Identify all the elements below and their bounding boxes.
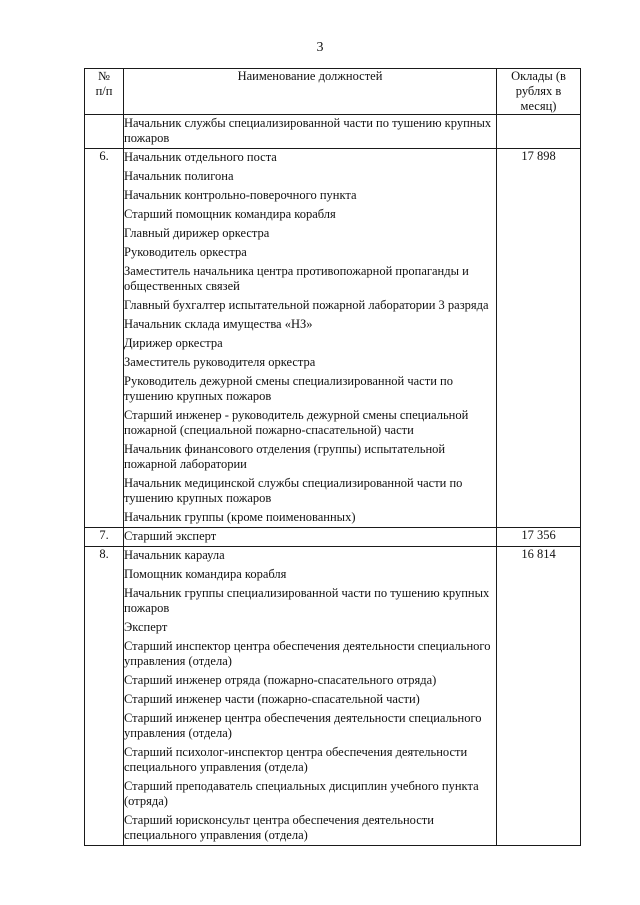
row-salary (497, 115, 581, 149)
position-item: Руководитель оркестра (124, 245, 247, 259)
position-list (124, 149, 497, 528)
position-item: Начальник полигона (124, 169, 234, 183)
page-number: 3 (316, 40, 324, 55)
position-item: Заместитель руководителя оркестра (124, 355, 316, 369)
header-position-name (124, 69, 497, 115)
position-item: Старший эксперт (124, 529, 217, 543)
position-item: Главный бухгалтер испытательной пожарной лаборатории 3 разряда (124, 298, 489, 312)
position-item: Дирижер оркестра (124, 336, 223, 350)
position-item: Начальник службы специализированной части по тушению крупных пожаров (124, 116, 492, 145)
position-item: Начальник отдельного поста (124, 150, 277, 164)
position-item: Старший психолог-инспектор центра обеспечения деятельности специального управления (отдела) (124, 745, 468, 774)
table-row-group-7 (85, 528, 581, 547)
position-item: Начальник группы (кроме поименованных) (124, 510, 356, 524)
position-item: Старший преподаватель специальных дисциплин учебного пункта (отряда) (124, 779, 479, 808)
position-item: Начальник контрольно-поверочного пункта (124, 188, 357, 202)
position-item: Старший инженер центра обеспечения деятельности специального управления (отдела) (124, 711, 482, 740)
position-item: Старший юрисконсульт центра обеспечения деятельности специального управления (отдела) (124, 813, 434, 842)
position-item: Начальник медицинской службы специализированной части по тушению крупных пожаров (124, 476, 463, 505)
position-item: Руководитель дежурной смены специализированной части по тушению крупных пожаров (124, 374, 453, 403)
position-item: Начальник группы специализированной части по тушению крупных пожаров (124, 586, 490, 615)
row-number: 8. (85, 547, 124, 846)
row-number: 7. (85, 528, 124, 547)
table-row-continuation (85, 115, 581, 149)
table-row-group-8 (85, 547, 581, 846)
position-item: Старший инспектор центра обеспечения деятельности специального управления (отдела) (124, 639, 491, 668)
position-item: Начальник склада имущества «НЗ» (124, 317, 313, 331)
position-list (124, 528, 497, 547)
row-number: 6. (85, 149, 124, 528)
position-item: Начальник караула (124, 548, 225, 562)
table-header-row (85, 69, 581, 115)
position-item: Старший помощник командира корабля (124, 207, 336, 221)
position-item: Эксперт (124, 620, 168, 634)
header-salary-label: Оклады (в рублях в месяц) (511, 69, 566, 113)
position-item: Начальник финансового отделения (группы) испытательной пожарной лаборатории (124, 442, 446, 471)
position-list (124, 115, 497, 149)
position-item: Заместитель начальника центра противопожарной пропаганды и общественных связей (124, 264, 469, 293)
table-row-group-6 (85, 149, 581, 528)
position-item: Старший инженер части (пожарно-спасательной части) (124, 692, 420, 706)
header-number-label: № п/п (95, 69, 113, 98)
header-number (85, 69, 124, 115)
position-item: Помощник командира корабля (124, 567, 287, 581)
row-salary: 16 814 (497, 547, 581, 846)
position-list (124, 547, 497, 846)
row-salary: 17 356 (497, 528, 581, 547)
header-salary (497, 69, 581, 115)
position-item: Старший инженер отряда (пожарно-спасательного отряда) (124, 673, 437, 687)
salary-table (84, 68, 581, 846)
header-position-name-label: Наименование должностей (237, 69, 383, 83)
row-number (85, 115, 124, 149)
row-salary: 17 898 (497, 149, 581, 528)
position-item: Старший инженер - руководитель дежурной смены специальной пожарной (специальной пожарно-спасательной) части (124, 408, 469, 437)
position-item: Главный дирижер оркестра (124, 226, 270, 240)
